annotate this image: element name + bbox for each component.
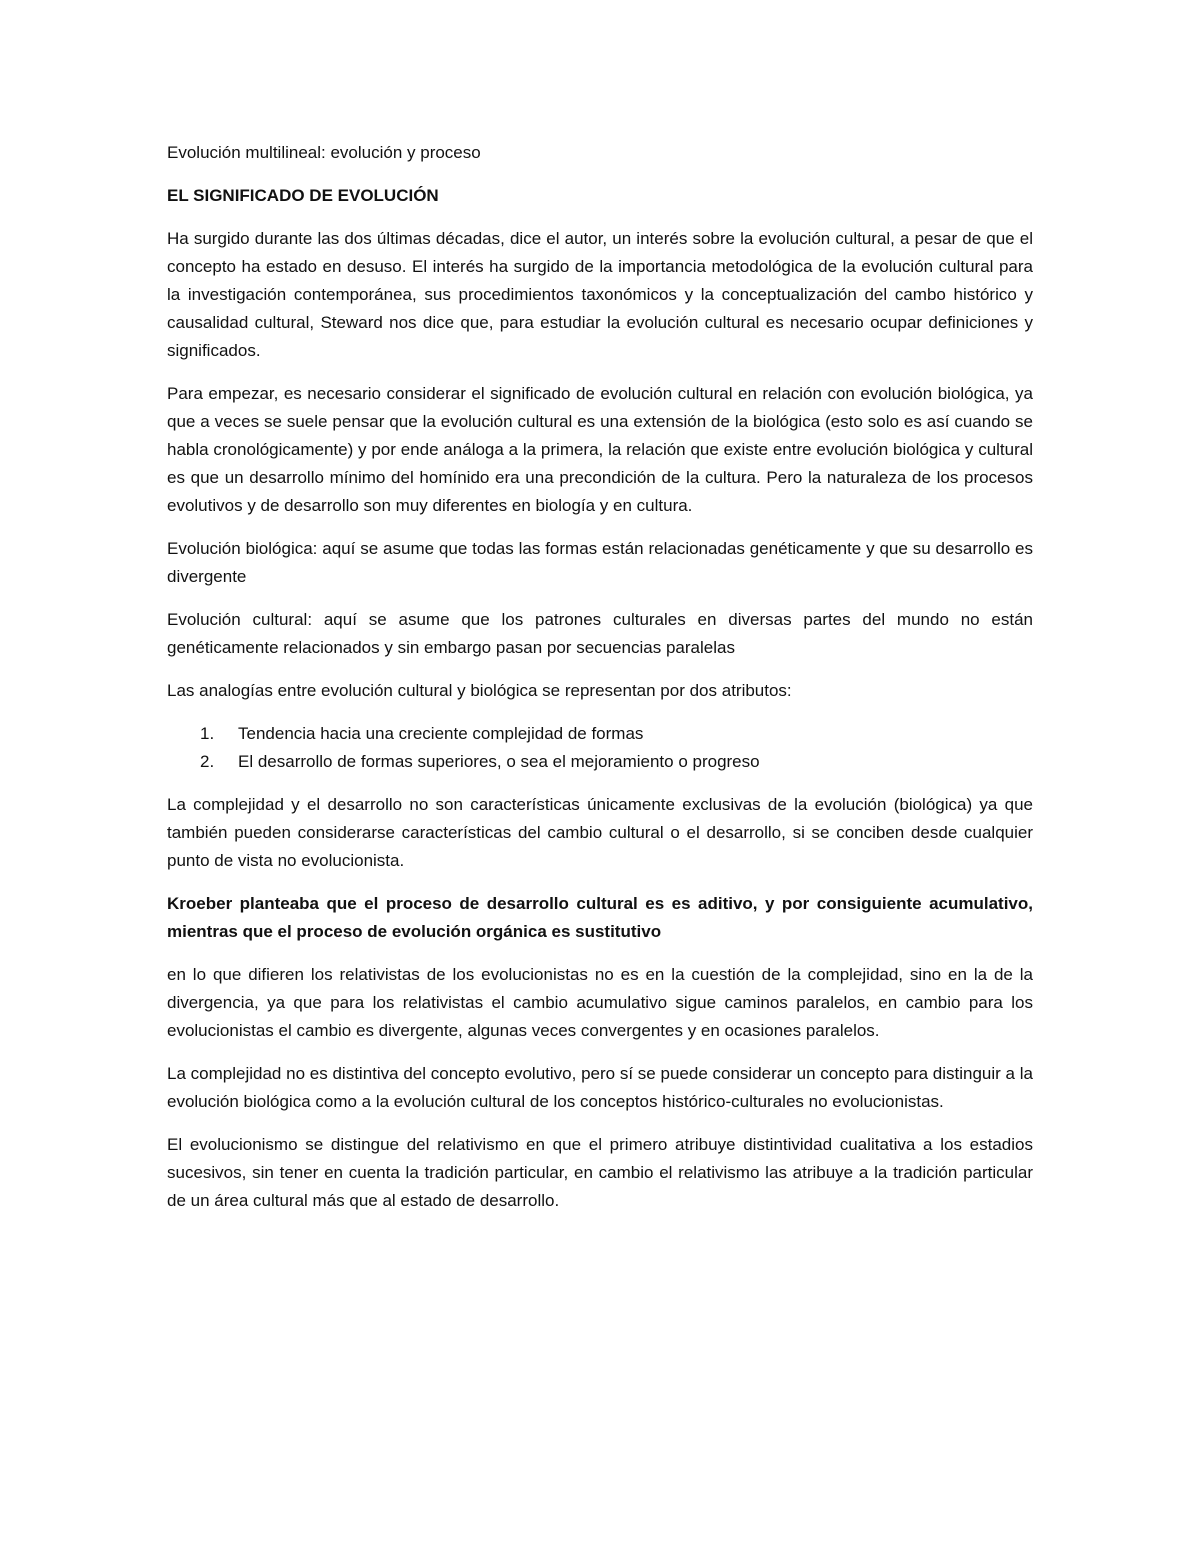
paragraph-8: en lo que difieren los relativistas de los evolucionistas no es en la cuestión de la complejidad, sino en la de la divergencia, ya que para los relativistas el cambio acumulativo sigue caminos paralelos, en cambio para los evolucionistas el cambio es divergente, algunas veces convergentes y en ocasiones paralelos. [167, 965, 1033, 1040]
paragraph-1: Ha surgido durante las dos últimas décadas, dice el autor, un interés sobre la evolución cultural, a pesar de que el concepto ha estado en desuso. El interés ha surgido de la importancia metodológica de la evolución cultural para la investigación contemporánea, sus procedimientos taxonómicos y la conceptualización del cambo histórico y causalidad cultural, Steward nos dice que, para estudiar la evolución cultural es necesario ocupar definiciones y significados. [167, 229, 1033, 360]
paragraph-6: La complejidad y el desarrollo no son características únicamente exclusivas de la evolución (biológica) ya que también pueden considerarse características del cambio cultural o el desarrollo, si se conciben desde cualquier punto de vista no evolucionista. [167, 795, 1033, 870]
document-body [167, 139, 1033, 1230]
paragraph-10: El evolucionismo se distingue del relativismo en que el primero atribuye distintividad cualitativa a los estadios sucesivos, sin tener en cuenta la tradición particular, en cambio el relativismo las atribuye a la tradición particular de un área cultural más que al estado de desarrollo. [167, 1135, 1033, 1210]
paragraph-3: Evolución biológica: aquí se asume que todas las formas están relacionadas genéticamente y que su desarrollo es divergente [167, 539, 1033, 586]
attributes-list [167, 720, 1033, 776]
paragraph-4: Evolución cultural: aquí se asume que los patrones culturales en diversas partes del mundo no están genéticamente relacionados y sin embargo pasan por secuencias paralelas [167, 610, 1033, 657]
paragraph-7-bold: Kroeber planteaba que el proceso de desarrollo cultural es es aditivo, y por consiguiente acumulativo, mientras que el proceso de evolución orgánica es sustitutivo [167, 894, 1033, 941]
list-item [167, 748, 1033, 776]
document-title: Evolución multilineal: evolución y proceso [167, 143, 481, 162]
section-heading: EL SIGNIFICADO DE EVOLUCIÓN [167, 186, 439, 205]
paragraph-5: Las analogías entre evolución cultural y biológica se representan por dos atributos: [167, 681, 792, 700]
list-item-text: Tendencia hacia una creciente complejidad de formas [238, 724, 644, 743]
paragraph-9: La complejidad no es distintiva del concepto evolutivo, pero sí se puede considerar un concepto para distinguir a la evolución biológica como a la evolución cultural de los conceptos histórico-culturales no evolucionistas. [167, 1064, 1033, 1111]
paragraph-2: Para empezar, es necesario considerar el significado de evolución cultural en relación con evolución biológica, ya que a veces se suele pensar que la evolución cultural es una extensión de la biológica (esto solo es así cuando se habla cronológicamente) y por ende análoga a la primera, la relación que existe entre evolución biológica y cultural es que un desarrollo mínimo del homínido era una precondición de la cultura. Pero la naturaleza de los procesos evolutivos y de desarrollo son muy diferentes en biología y en cultura. [167, 384, 1033, 515]
list-item-number: 1. [200, 724, 215, 743]
list-item-text: El desarrollo de formas superiores, o sea el mejoramiento o progreso [238, 752, 760, 771]
list-item-number: 2. [200, 752, 215, 771]
list-item [167, 720, 1033, 748]
